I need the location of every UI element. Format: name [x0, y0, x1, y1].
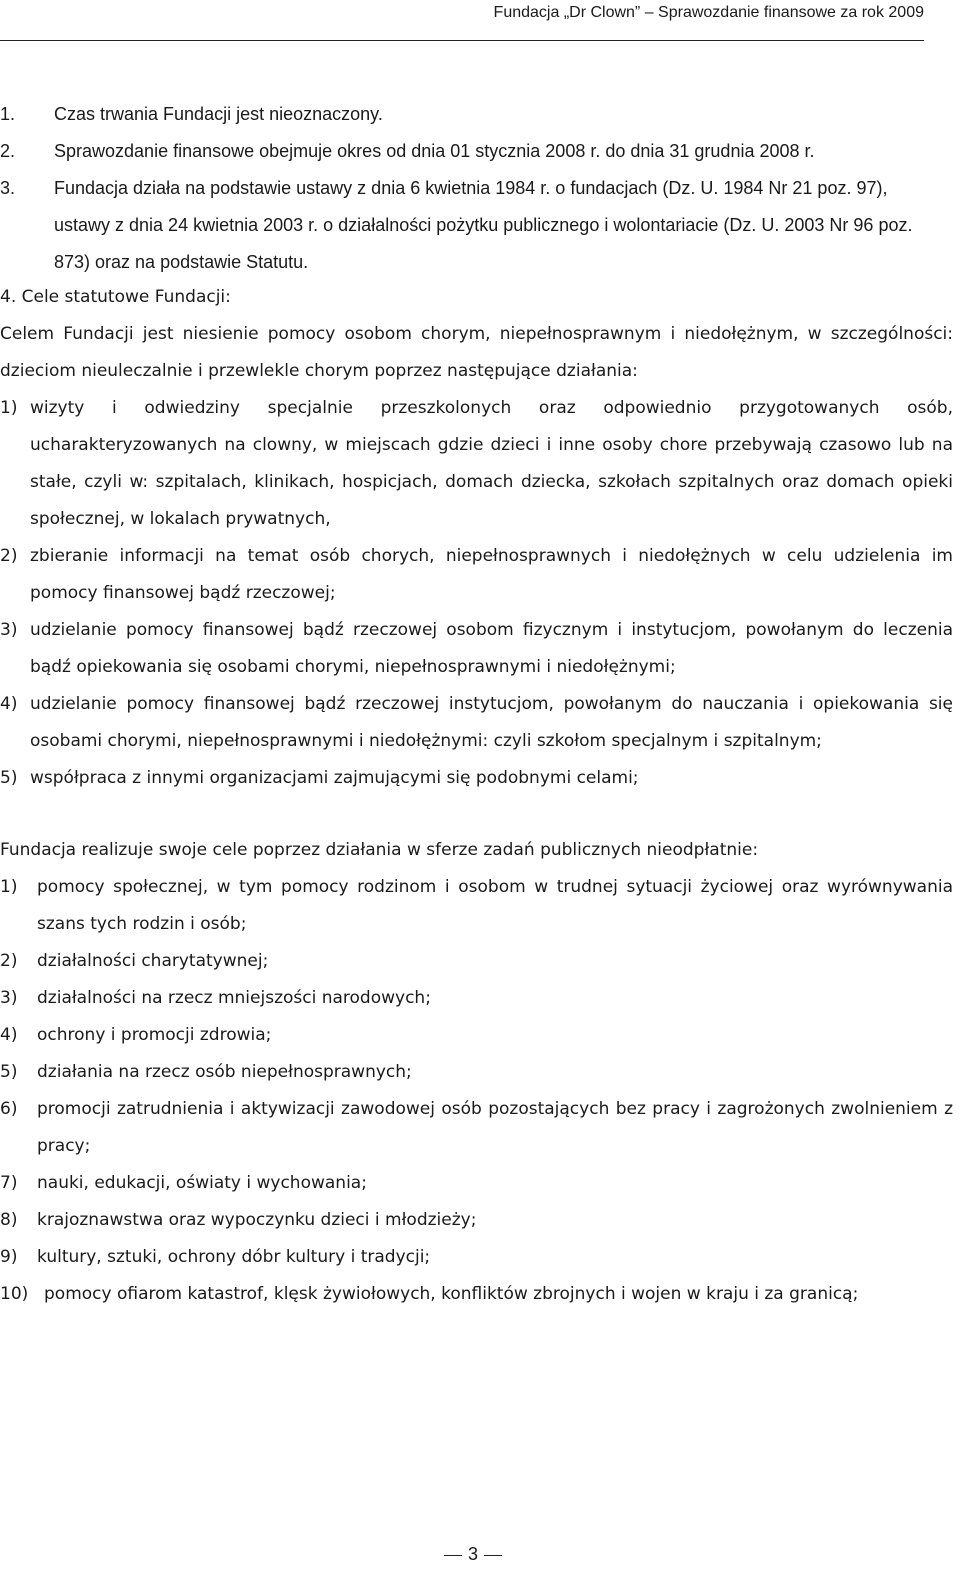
list-item: [0, 943, 953, 980]
item-text: pomocy ofiarom katastrof, klęsk żywiołowych, konfliktów zbrojnych i wojen w kraju i za granicą;: [44, 1284, 859, 1304]
item-number: 3): [0, 988, 18, 1008]
list-item: [0, 1276, 953, 1313]
list-item: [0, 1054, 953, 1091]
list-item: [0, 1202, 953, 1239]
item-number: 3.: [0, 178, 16, 198]
section-spacer: [0, 797, 953, 834]
item-number: 3): [0, 620, 18, 640]
list-item: [0, 612, 953, 686]
item-number: 1.: [0, 104, 16, 124]
item-text: zbieranie informacji na temat osób chorych, niepełnosprawnych i niedołężnych w celu udzielenia im pomocy finansowej bądź rzeczowej;: [30, 546, 953, 603]
goals-intro: Celem Fundacji jest niesienie pomocy osobom chorym, niepełnosprawnym i niedołężnym, w szczególności: dzieciom nieuleczalnie i przewlekle chorym poprzez następujące działania:: [0, 324, 953, 381]
item-text: nauki, edukacji, oświaty i wychowania;: [37, 1173, 367, 1193]
page-number-value: 3: [468, 1544, 479, 1564]
item-number: 8): [0, 1210, 18, 1230]
list-item: [0, 760, 953, 797]
page-number: [438, 1544, 508, 1565]
item-number: 4): [0, 1025, 18, 1045]
list-item: [0, 869, 953, 943]
item-number: 9): [0, 1247, 18, 1267]
public-tasks-intro: Fundacja realizuje swoje cele poprzez działania w sferze zadań publicznych nieodpłatnie:: [0, 840, 759, 860]
item-text: wizyty i odwiedziny specjalnie przeszkolonych oraz odpowiednio przygotowanych osób, ucharakteryzowanych na clowny, w miejscach gdzie dzieci i inne osoby chore przebywają czasowo lub na stałe, czyli w: szpitalach, klinikach, hospicjach, domach dziecka, szkołach szpitalnych oraz domach opieki społecznej, w lokalach prywatnych,: [30, 398, 953, 529]
numbered-section: [0, 96, 940, 281]
public-tasks-list: [0, 869, 953, 1313]
item-number: 1): [0, 877, 18, 897]
item-text: działania na rzecz osób niepełnosprawnych;: [37, 1062, 412, 1082]
item-number: 5): [0, 1062, 18, 1082]
item-text: ochrony i promocji zdrowia;: [37, 1025, 272, 1045]
item-text: udzielanie pomocy finansowej bądź rzeczowej instytucjom, powołanym do nauczania i opiekowania się osobami chorymi, niepełnosprawnymi i niedołężnymi: czyli szkołom specjalnym i szpitalnym;: [30, 694, 953, 751]
item-text: współpraca z innymi organizacjami zajmującymi się podobnymi celami;: [30, 768, 639, 788]
item-text: kultury, sztuki, ochrony dóbr kultury i tradycji;: [37, 1247, 431, 1267]
item-number: 2): [0, 951, 18, 971]
numbered-item: [0, 96, 940, 133]
page-number-dash-right: [484, 1555, 502, 1556]
item-text: krajoznawstwa oraz wypoczynku dzieci i młodzieży;: [37, 1210, 477, 1230]
goals-heading: 4. Cele statutowe Fundacji:: [0, 287, 231, 307]
list-item: [0, 1017, 953, 1054]
list-item: [0, 1091, 953, 1165]
numbered-item: [0, 133, 940, 170]
item-text: udzielanie pomocy finansowej bądź rzeczowej osobom fizycznym i instytucjom, powołanym do leczenia bądź opiekowania się osobami chorymi, niepełnosprawnymi i niedołężnymi;: [30, 620, 953, 677]
item-number: 10): [0, 1284, 29, 1304]
item-number: 4): [0, 694, 18, 714]
body-content: [0, 279, 953, 1313]
list-item: [0, 1165, 953, 1202]
item-text: pomocy społecznej, w tym pomocy rodzinom i osobom w trudnej sytuacji życiowej oraz wyrównywania szans tych rodzin i osób;: [37, 877, 953, 934]
item-number: 6): [0, 1099, 18, 1119]
list-item: [0, 686, 953, 760]
page-header: [0, 0, 924, 41]
item-number: 5): [0, 768, 18, 788]
item-number: 2): [0, 546, 18, 566]
goals-list: [0, 390, 953, 797]
numbered-item: [0, 170, 940, 281]
item-number: 2.: [0, 141, 16, 161]
item-text: promocji zatrudnienia i aktywizacji zawodowej osób pozostających bez pracy i zagrożonych zwolnieniem z pracy;: [37, 1099, 953, 1156]
item-text: działalności charytatywnej;: [37, 951, 269, 971]
item-text: Czas trwania Fundacji jest nieoznaczony.: [54, 104, 383, 124]
list-item: [0, 1239, 953, 1276]
list-item: [0, 538, 953, 612]
list-item: [0, 390, 953, 538]
item-text: działalności na rzecz mniejszości narodowych;: [37, 988, 431, 1008]
item-text: Fundacja działa na podstawie ustawy z dnia 6 kwietnia 1984 r. o fundacjach (Dz. U. 1984 Nr 21 poz. 97), ustawy z dnia 24 kwietnia 2003 r. o działalności pożytku publicznego i wolontariacie (Dz. U. 2003 Nr 96 poz. 873) oraz na podstawie Statutu.: [54, 178, 913, 272]
item-number: 7): [0, 1173, 18, 1193]
page-number-dash-left: [444, 1555, 462, 1556]
list-item: [0, 980, 953, 1017]
item-text: Sprawozdanie finansowe obejmuje okres od dnia 01 stycznia 2008 r. do dnia 31 grudnia 2008 r.: [54, 141, 815, 161]
item-number: 1): [0, 398, 18, 418]
header-title: Fundacja „Dr Clown” – Sprawozdanie finansowe za rok 2009: [493, 4, 924, 21]
